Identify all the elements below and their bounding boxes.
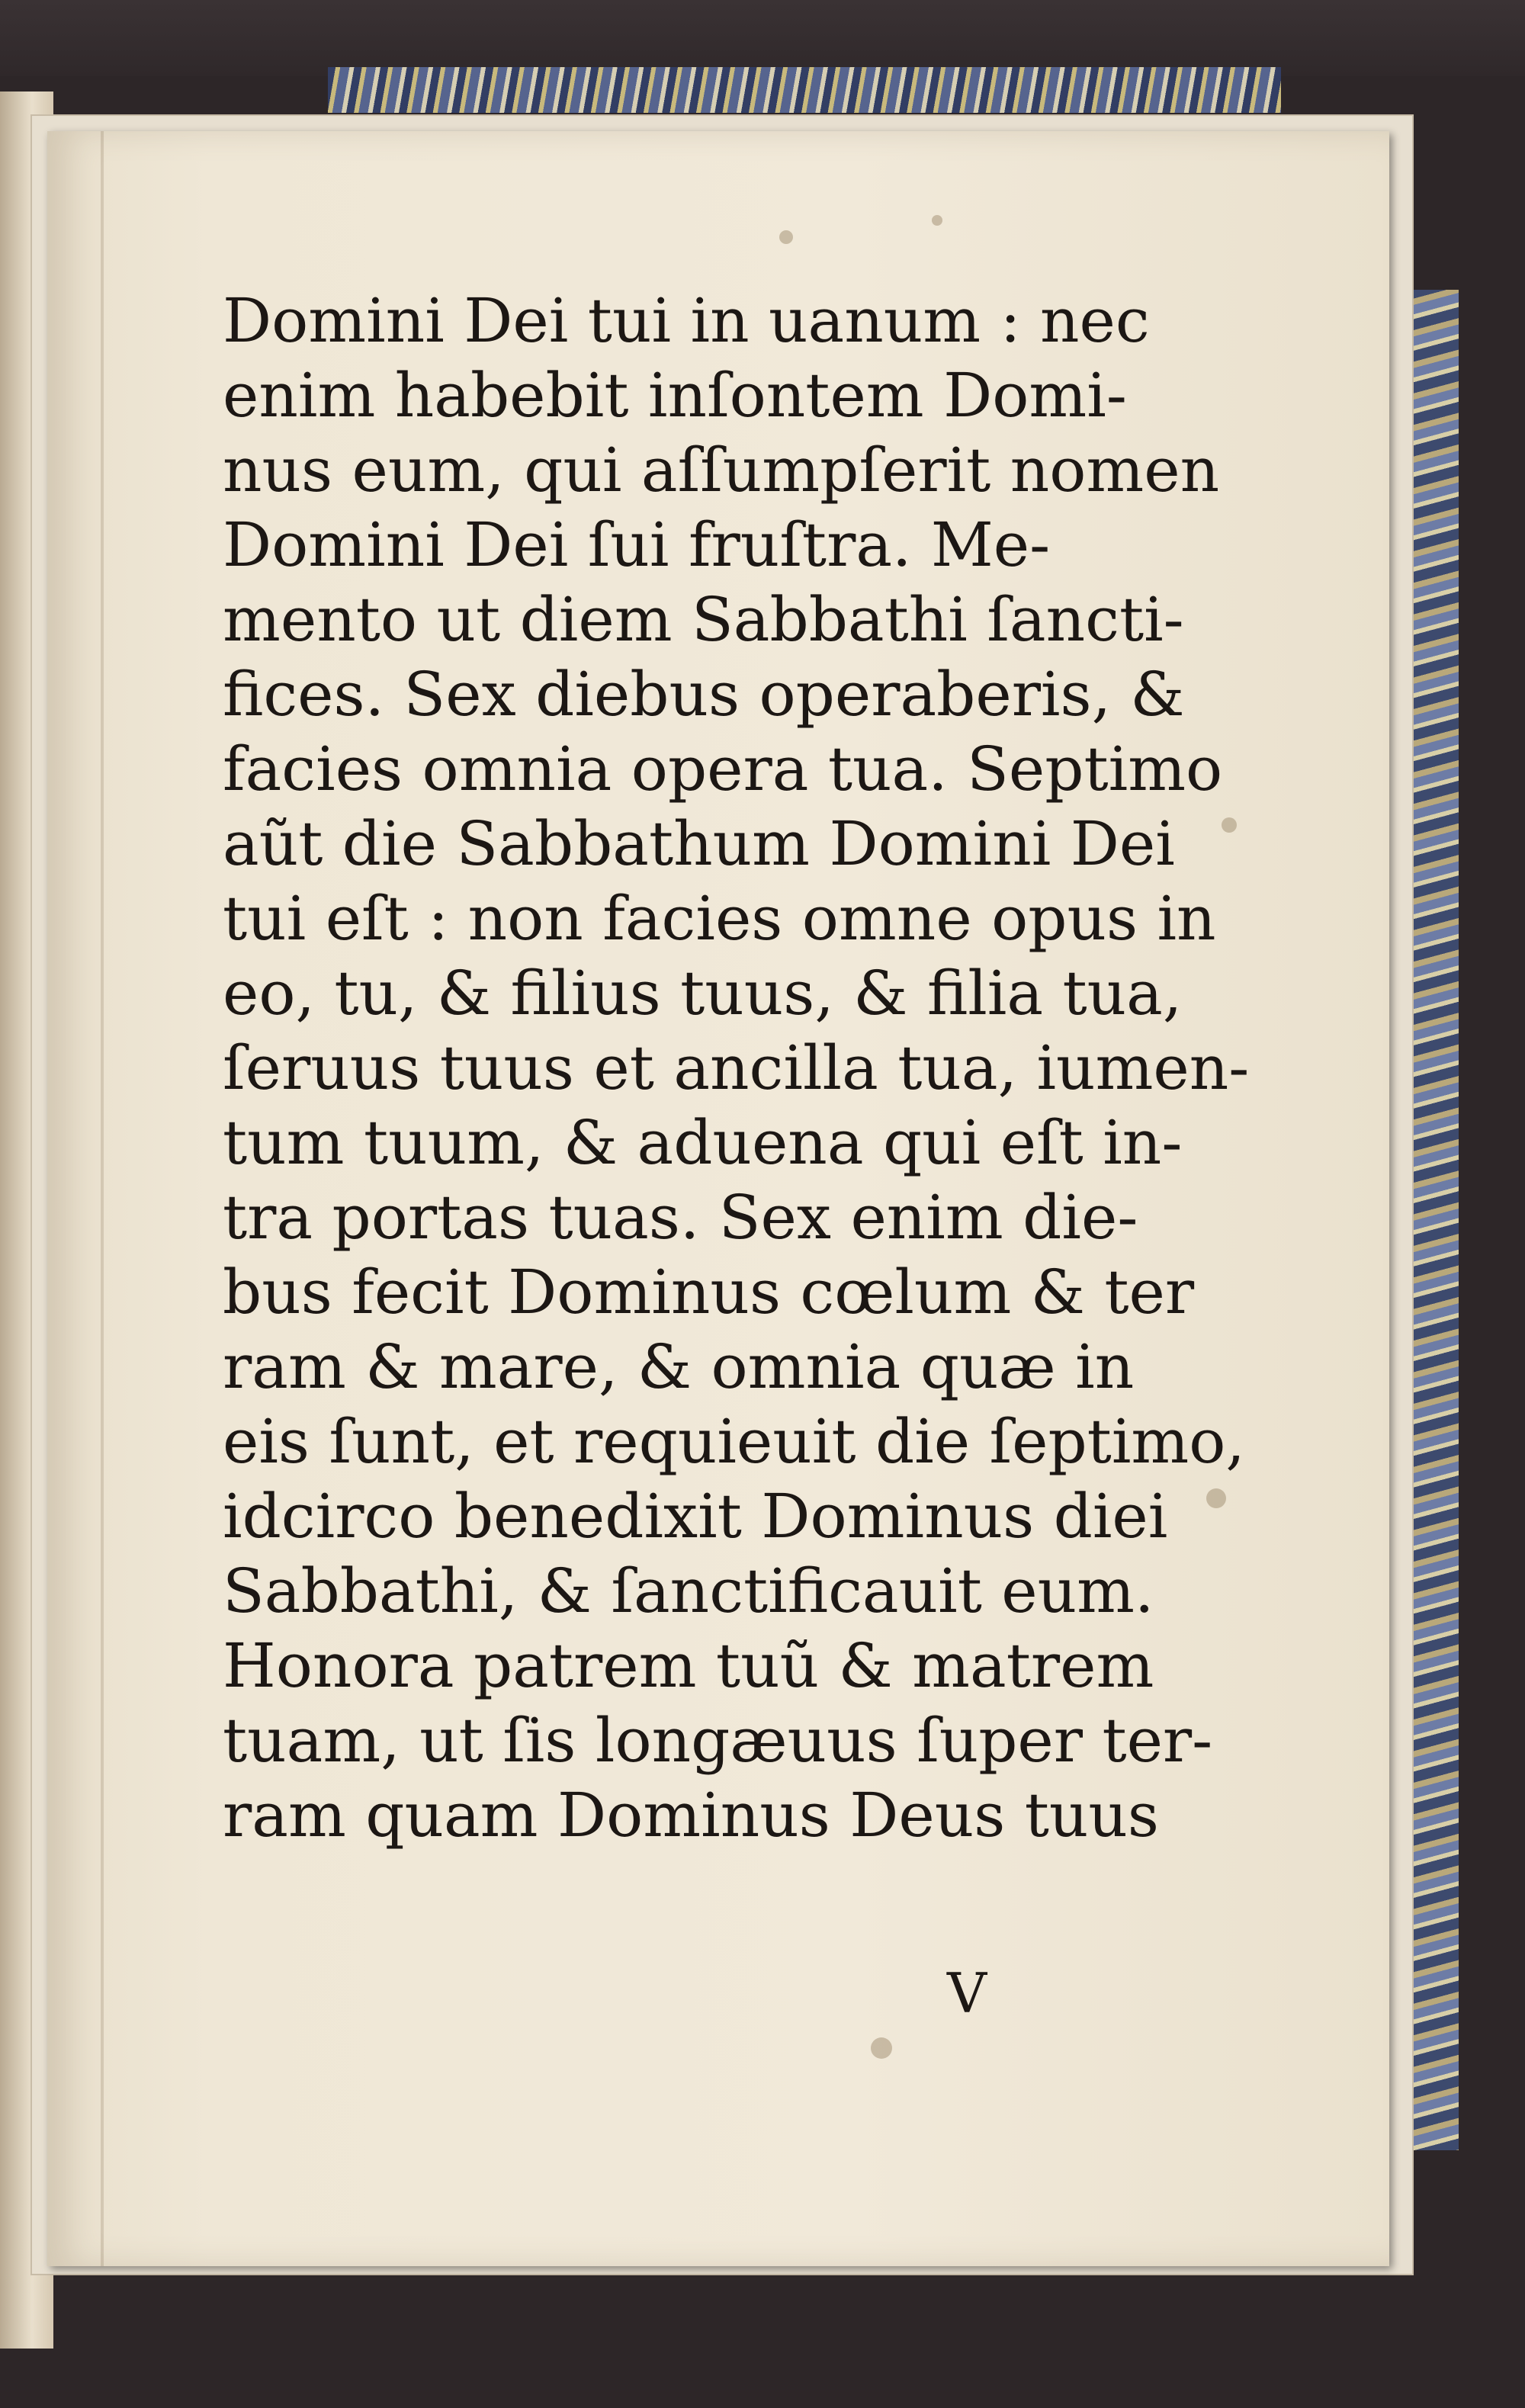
text-line: fices. Sex diebus operaberis, & — [223, 659, 1185, 730]
body-text — [223, 284, 1275, 1853]
text-line: eis ſunt, et requieuit die ſeptimo, — [223, 1406, 1245, 1477]
paper-stain — [932, 215, 942, 226]
text-line: ſeruus tuus et ancilla tua, iumen- — [223, 1032, 1250, 1103]
background-top — [0, 0, 1525, 76]
signature-mark: V — [947, 1961, 987, 2025]
text-line: idcirco benedixit Dominus diei — [223, 1481, 1168, 1552]
text-line: tum tuum, & aduena qui eſt in- — [223, 1107, 1183, 1178]
text-line: aũt die Sabbathum Domini Dei — [223, 808, 1175, 879]
book-page — [47, 131, 1389, 2266]
text-line: bus fecit Dominus cœlum & ter — [223, 1257, 1195, 1328]
text-line: eo, tu, & filius tuus, & filia tua, — [223, 958, 1183, 1029]
text-line: Domini Dei tui in uanum : nec — [223, 285, 1150, 356]
text-line: Sabbathi, & ſanctificauit eum. — [223, 1556, 1154, 1626]
paper-stain — [779, 230, 793, 244]
text-line: Domini Dei ſui fruſtra. Me- — [223, 509, 1051, 580]
text-line: mento ut diem Sabbathi ſancti- — [223, 584, 1184, 655]
text-line: tra portas tuas. Sex enim die- — [223, 1182, 1138, 1253]
text-line: enim habebit inſontem Domi- — [223, 360, 1127, 431]
text-line: Honora patrem tuũ & matrem — [223, 1630, 1154, 1701]
text-line: ram & mare, & omnia quæ in — [223, 1331, 1135, 1402]
text-line: ram quam Dominus Deus tuus — [223, 1780, 1159, 1851]
text-line: facies omnia opera tua. Septimo — [223, 734, 1223, 804]
text-line: tuam, ut ſis longæuus ſuper ter- — [223, 1705, 1213, 1776]
gutter-shadow — [101, 131, 104, 2266]
text-line: tui eſt : non facies omne opus in — [223, 883, 1216, 954]
text-line: nus eum, qui aſſumpſerit nomen — [223, 435, 1220, 506]
paper-stain — [871, 2037, 892, 2059]
marbled-endpaper-top — [328, 67, 1281, 113]
